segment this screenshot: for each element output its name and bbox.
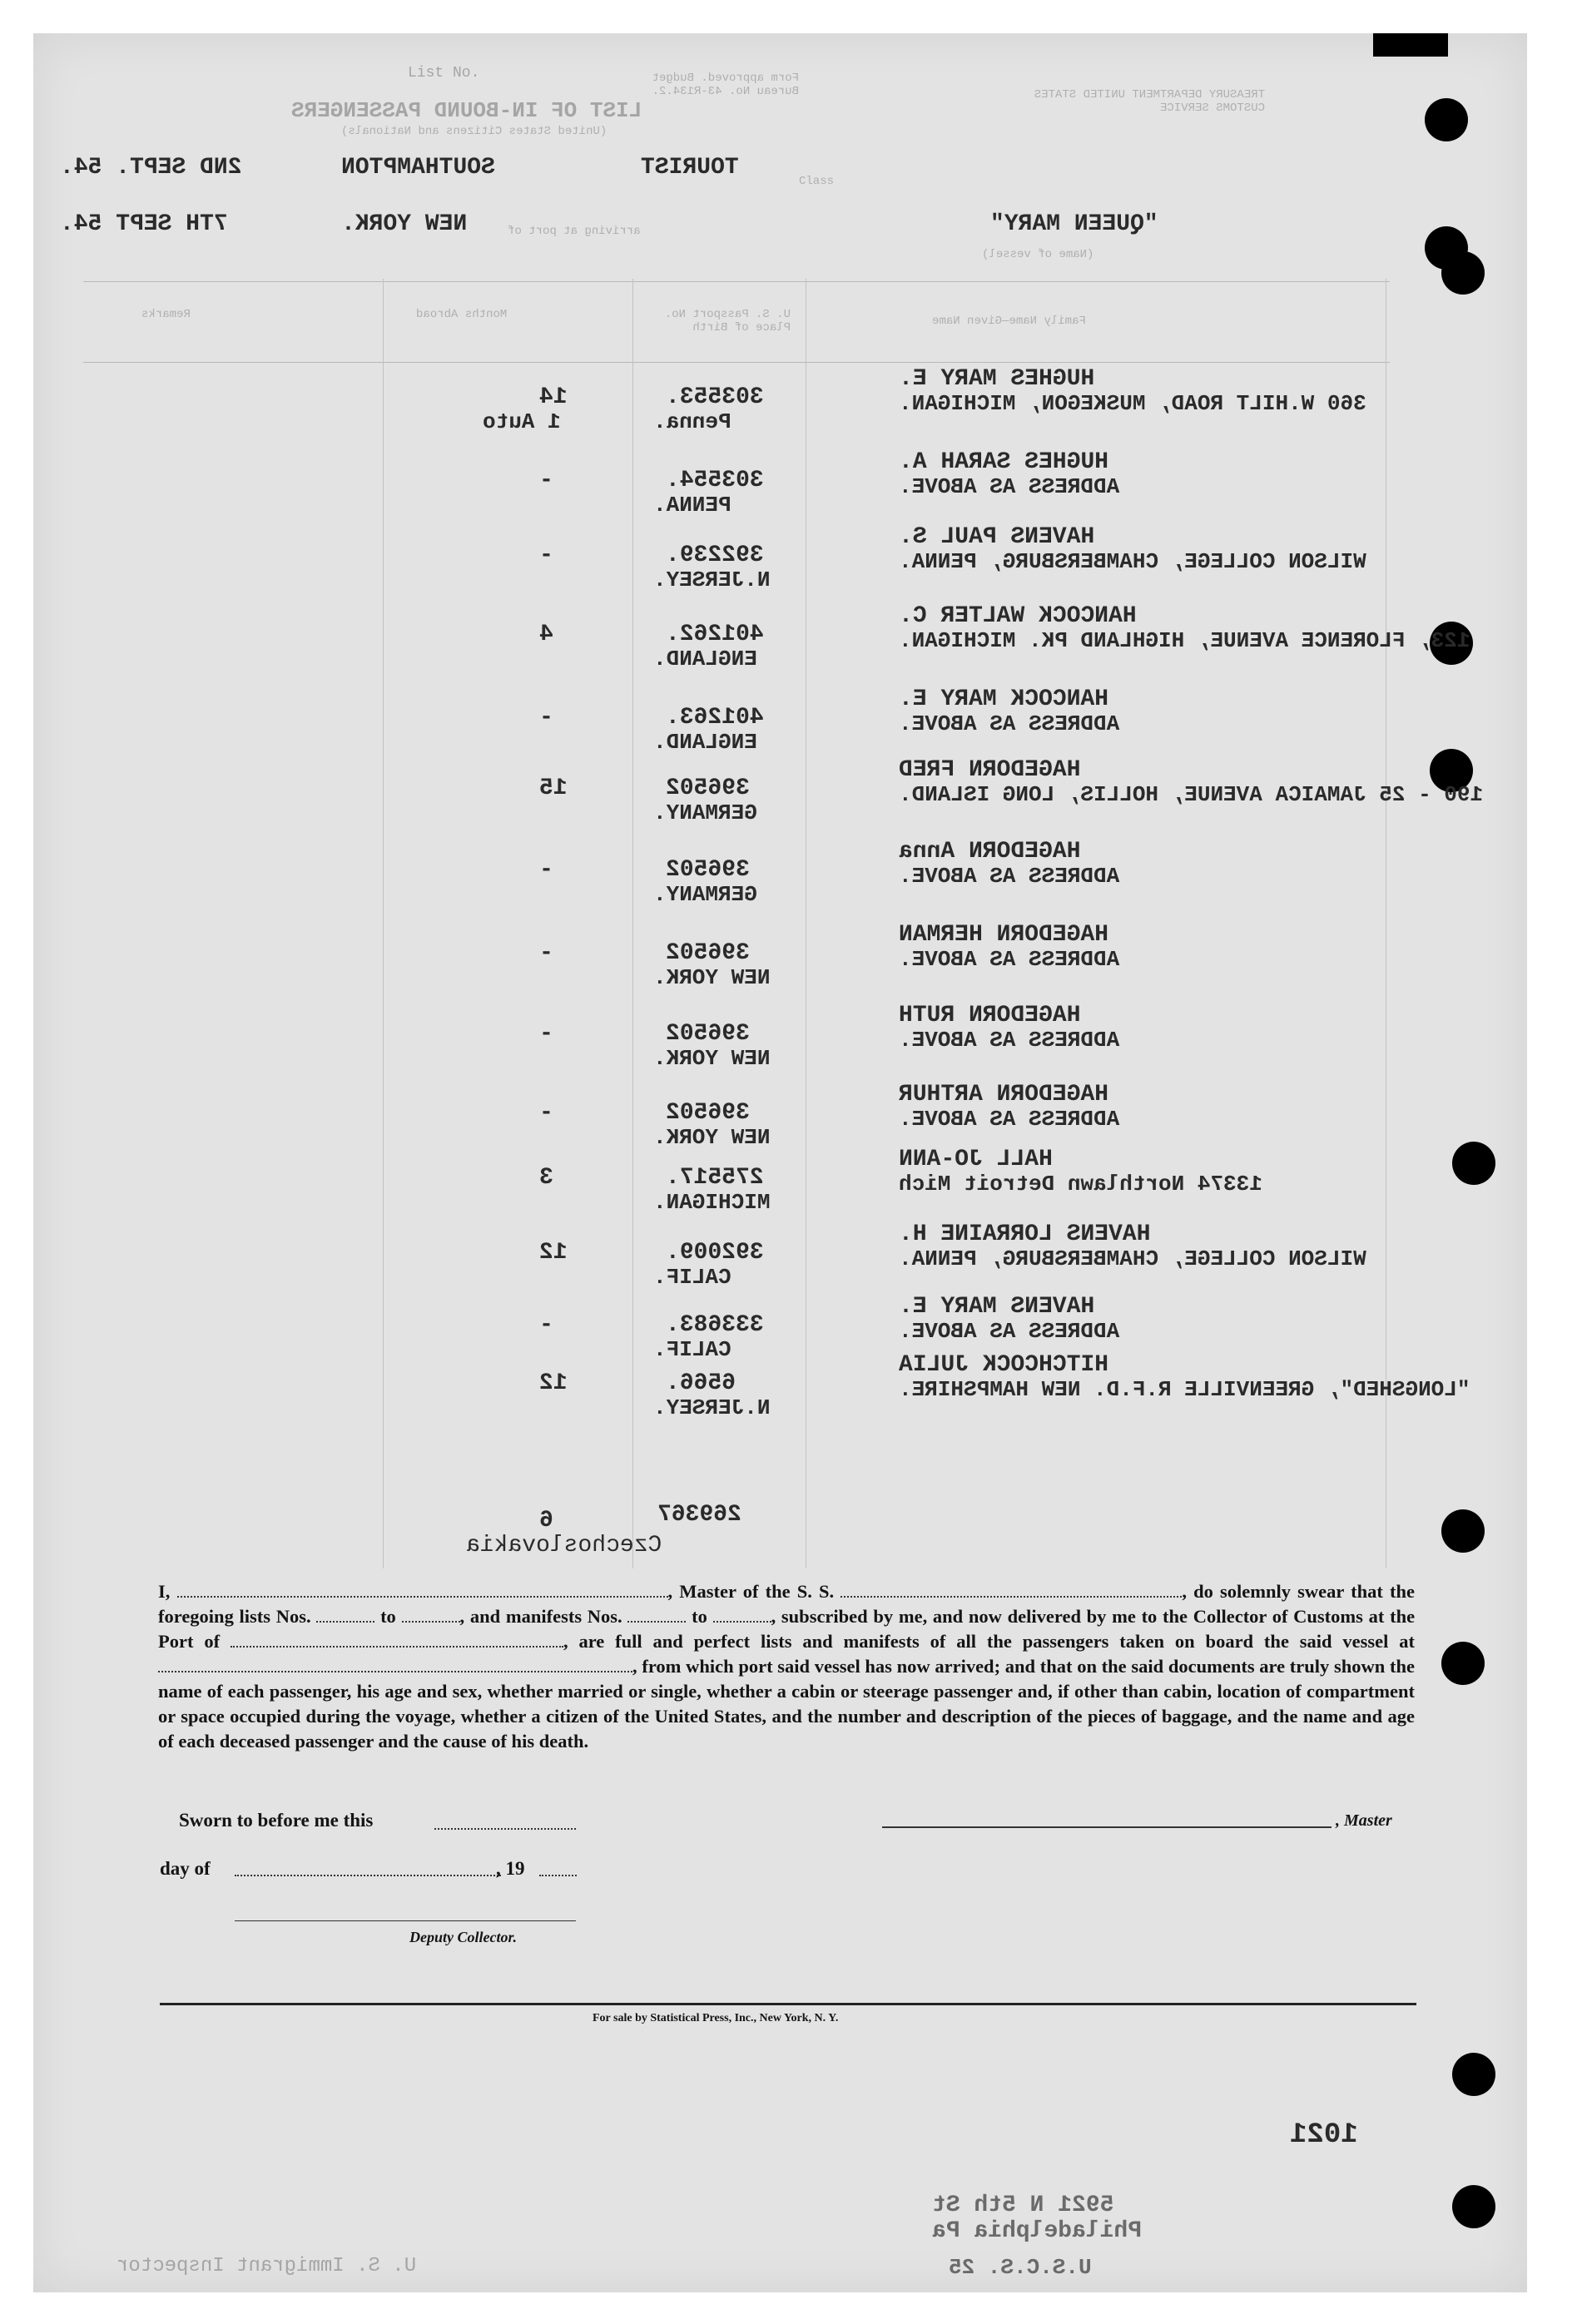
class-value: TOURIST <box>641 155 739 181</box>
passport-number: 401263. <box>666 705 764 731</box>
arriving-label: arriving at port of <box>508 225 641 238</box>
port-field[interactable] <box>231 1631 563 1648</box>
list-title: LIST OF IN-BOUND PASSENGERS <box>291 98 642 123</box>
birth-place: GERMANY. <box>653 882 757 907</box>
passport-number: 392239. <box>666 543 764 568</box>
birth-place: ENGLAND. <box>653 730 757 755</box>
passenger-name: HAVENS PAUL S. <box>899 524 1095 550</box>
passenger-name: HAGEDORN FRED <box>899 757 1081 783</box>
months-abroad: - <box>539 1021 553 1047</box>
day-of-label: day of <box>160 1858 211 1879</box>
bottom-address-2: Philadelphia Pa <box>932 2218 1143 2244</box>
manifest-from-field[interactable] <box>627 1606 686 1623</box>
passenger-name: HUGHES SARAH A. <box>899 449 1109 475</box>
months-abroad: - <box>539 1312 553 1338</box>
passenger-address: ADDRESS AS ABOVE. <box>899 474 1120 499</box>
months-abroad: - <box>539 543 553 568</box>
passenger-name: HUGHES MARY E. <box>899 366 1095 392</box>
birth-place: NEW YORK. <box>653 1125 771 1150</box>
passport-number: 303553. <box>666 384 764 410</box>
passenger-name: HAGEDORN HERMAN <box>899 922 1109 948</box>
extra-passport: 269367 <box>657 1502 741 1528</box>
deputy-signature-line[interactable] <box>235 1920 576 1921</box>
punch-hole <box>1452 2053 1495 2096</box>
passport-number: 396502 <box>666 1021 750 1047</box>
inspector-note: U. S. Immigrant Inspector <box>117 2255 417 2277</box>
passenger-address: ADDRESS AS ABOVE. <box>899 1319 1120 1344</box>
passenger-name: HITCHCOCK JULIA <box>899 1352 1109 1378</box>
col-passport: U. S. Passport No. Place of Birth <box>664 308 791 334</box>
passport-number: 303554. <box>666 468 764 493</box>
punch-hole <box>1425 98 1468 141</box>
birth-place: CALIF. <box>653 1265 731 1290</box>
punch-hole <box>1441 251 1485 295</box>
sailed-from: SOUTHAMPTON <box>341 155 495 181</box>
column-header-rule <box>83 362 1390 363</box>
months-abroad: - <box>539 857 553 883</box>
col-divider <box>383 279 384 1568</box>
birth-place: CALIF. <box>653 1337 731 1362</box>
months-abroad: 12 <box>539 1240 568 1266</box>
oath-text: port said vessel has now arrived; and that on the said documents are truly shown the name of each passenger, his age and sex, whether married or single, whether a cabin or steerage passenger and, if other than cabin, location of compartment or space occupied during the voyage, whether a citizen of the United States, and the number and description of the pieces of baggage, and the name and age of each deceased passenger and the cause of his death. <box>158 1656 1415 1752</box>
passenger-address: ADDRESS AS ABOVE. <box>899 711 1120 736</box>
vessel-name: "QUEEN MARY" <box>990 211 1158 237</box>
passenger-name: HAGEDORN RUTH <box>899 1003 1081 1028</box>
footer-rule <box>160 2003 1416 2005</box>
year-label: , 19 <box>496 1858 525 1879</box>
punch-hole <box>1441 1509 1485 1553</box>
master-signature-line[interactable] <box>882 1826 1332 1828</box>
oath-text: , Master of the S. S. <box>667 1581 835 1602</box>
deputy-label: Deputy Collector. <box>409 1929 517 1945</box>
passport-number: 396502 <box>666 940 750 966</box>
tape-corner <box>1373 33 1448 57</box>
birth-place: PENNA. <box>653 493 731 518</box>
arrival-port: NEW YORK. <box>341 211 468 237</box>
master-name-field[interactable] <box>177 1581 668 1598</box>
passenger-address: WILSON COLLEGE, CHAMBERSBURG, PENNA. <box>899 1246 1366 1271</box>
passenger-name: HAGEDORN Anna <box>899 839 1081 865</box>
passport-number: 275517. <box>666 1165 764 1191</box>
list-no: List No. <box>408 65 480 82</box>
list-subtitle: (United States Citizens and Nationals) <box>341 125 607 138</box>
list-to-field[interactable] <box>402 1606 460 1623</box>
extra-place: Czechoslovakia <box>466 1533 662 1558</box>
passenger-address: 13374 Northlawn Detroit Mich <box>899 1172 1262 1197</box>
list-from-field[interactable] <box>316 1606 374 1623</box>
passenger-name: HALL JO-ANN <box>899 1147 1053 1172</box>
vessel-label: (Name of vessel) <box>982 248 1094 261</box>
passenger-address: ADDRESS AS ABOVE. <box>899 947 1120 972</box>
col-remarks: Remarks <box>141 308 191 321</box>
birth-place: N.JERSEY. <box>653 567 771 592</box>
row-remark: 1 Auto <box>483 409 561 434</box>
birth-place: GERMANY. <box>653 800 757 825</box>
passenger-address: ADDRESS AS ABOVE. <box>899 864 1120 889</box>
day-of-field[interactable] <box>235 1875 501 1876</box>
birth-place: MICHIGAN. <box>653 1190 771 1215</box>
months-abroad: 4 <box>539 622 553 647</box>
months-abroad: - <box>539 1100 553 1126</box>
oath-text: , and manifests Nos. <box>459 1606 622 1627</box>
sworn-date-field[interactable] <box>434 1828 576 1830</box>
vessel-name-field[interactable] <box>841 1581 1182 1598</box>
passenger-name: HAVENS LORRAINE H. <box>899 1221 1151 1247</box>
passenger-name: HAGEDORN ARTHUR <box>899 1082 1109 1107</box>
punch-hole <box>1452 1142 1495 1185</box>
oath-text: to <box>692 1606 707 1627</box>
passport-number: 333683. <box>666 1312 764 1338</box>
months-abroad: - <box>539 468 553 493</box>
passport-number: 396502 <box>666 775 750 801</box>
extra-months: 6 <box>539 1508 553 1534</box>
months-abroad: - <box>539 940 553 966</box>
oath-declaration <box>158 1579 1415 1754</box>
passenger-address: ADDRESS AS ABOVE. <box>899 1028 1120 1053</box>
passenger-address: ADDRESS AS ABOVE. <box>899 1107 1120 1132</box>
stamp-number: 1021 <box>1290 2119 1358 2151</box>
oath-text: I, <box>158 1581 171 1602</box>
months-abroad: 12 <box>539 1370 568 1396</box>
passenger-address: WILSON COLLEGE, CHAMBERSBURG, PENNA. <box>899 549 1366 574</box>
departure-port-field[interactable] <box>158 1656 632 1672</box>
header-rule <box>83 281 1390 282</box>
passport-number: 401262. <box>666 622 764 647</box>
passenger-name: HANCOCK MARY E. <box>899 686 1109 712</box>
passport-number: 392009. <box>666 1240 764 1266</box>
birth-place: Penna. <box>653 409 731 434</box>
form-note: Form approved. Budget Bureau No. 43-R134.2. <box>652 72 799 98</box>
punch-hole <box>1441 1642 1485 1685</box>
sailed-date: 2ND SEPT. 54. <box>60 155 242 181</box>
col-months: Months Abroad <box>416 308 508 321</box>
birth-place: N.JERSEY. <box>653 1395 771 1420</box>
passenger-address: 360 W.HILT ROAD, MUSKEGON, MICHIGAN. <box>899 391 1366 416</box>
arrival-date: 7TH SEPT 54. <box>60 211 228 237</box>
months-abroad: - <box>539 705 553 731</box>
oath-text: , from which <box>632 1656 734 1677</box>
passenger-address: 123, FLORENCE AVENUE, HIGHLAND PK. MICHIGAN. <box>899 628 1470 653</box>
punch-hole <box>1452 2185 1495 2228</box>
passport-number: 396502 <box>666 857 750 883</box>
master-label: , Master <box>1336 1811 1392 1830</box>
oath-text: delivered by me to the Collector of Customs at the Port of <box>158 1606 1416 1652</box>
passenger-address: "LONGSHED", GREENVILLE R.F.D. NEW HAMPSHIRE. <box>899 1377 1470 1402</box>
class-label: Class <box>799 175 835 188</box>
sworn-label: Sworn to before me this <box>179 1810 374 1831</box>
passport-number: 6566. <box>666 1370 736 1396</box>
col-name: Family Name—Given Name <box>932 315 1086 328</box>
birth-place: NEW YORK. <box>653 965 771 990</box>
year-field[interactable] <box>539 1875 577 1876</box>
passenger-name: HAVENS MARY E. <box>899 1294 1095 1320</box>
passenger-address: 190 - 25 JAMAICA AVENUE, HOLLIS, LONG ISLAND. <box>899 782 1484 807</box>
passport-number: 396502 <box>666 1100 750 1126</box>
col-divider <box>632 279 633 1568</box>
press-credit: For sale by Statistical Press, Inc., New York, N. Y. <box>593 2012 839 2024</box>
oath-text: manifests of all the passengers taken on board the said vessel at <box>843 1631 1416 1652</box>
manifest-page <box>33 33 1527 2292</box>
form-reference: U.S.C.S. 25 <box>949 2255 1092 2280</box>
oath-text: , do solemnly <box>1182 1581 1291 1602</box>
oath-text: swear that the foregoing lists Nos. <box>158 1581 1415 1627</box>
oath-text: , subscribed by me, and now <box>771 1606 1002 1627</box>
passenger-name: HANCOCK WALTER C. <box>899 603 1137 629</box>
manifest-to-field[interactable] <box>713 1606 771 1623</box>
bottom-address-1: 5921 N 5th St <box>932 2193 1114 2218</box>
oath-text: to <box>380 1606 396 1627</box>
oath-text: , are full and perfect lists and <box>563 1631 833 1652</box>
months-abroad: 15 <box>539 775 568 801</box>
birth-place: NEW YORK. <box>653 1046 771 1071</box>
months-abroad: 14 <box>539 384 568 410</box>
months-abroad: 3 <box>539 1165 553 1191</box>
birth-place: ENGLAND. <box>653 647 757 671</box>
agency: TREASURY DEPARTMENT UNITED STATES CUSTOMS SERVICE <box>1034 88 1265 115</box>
